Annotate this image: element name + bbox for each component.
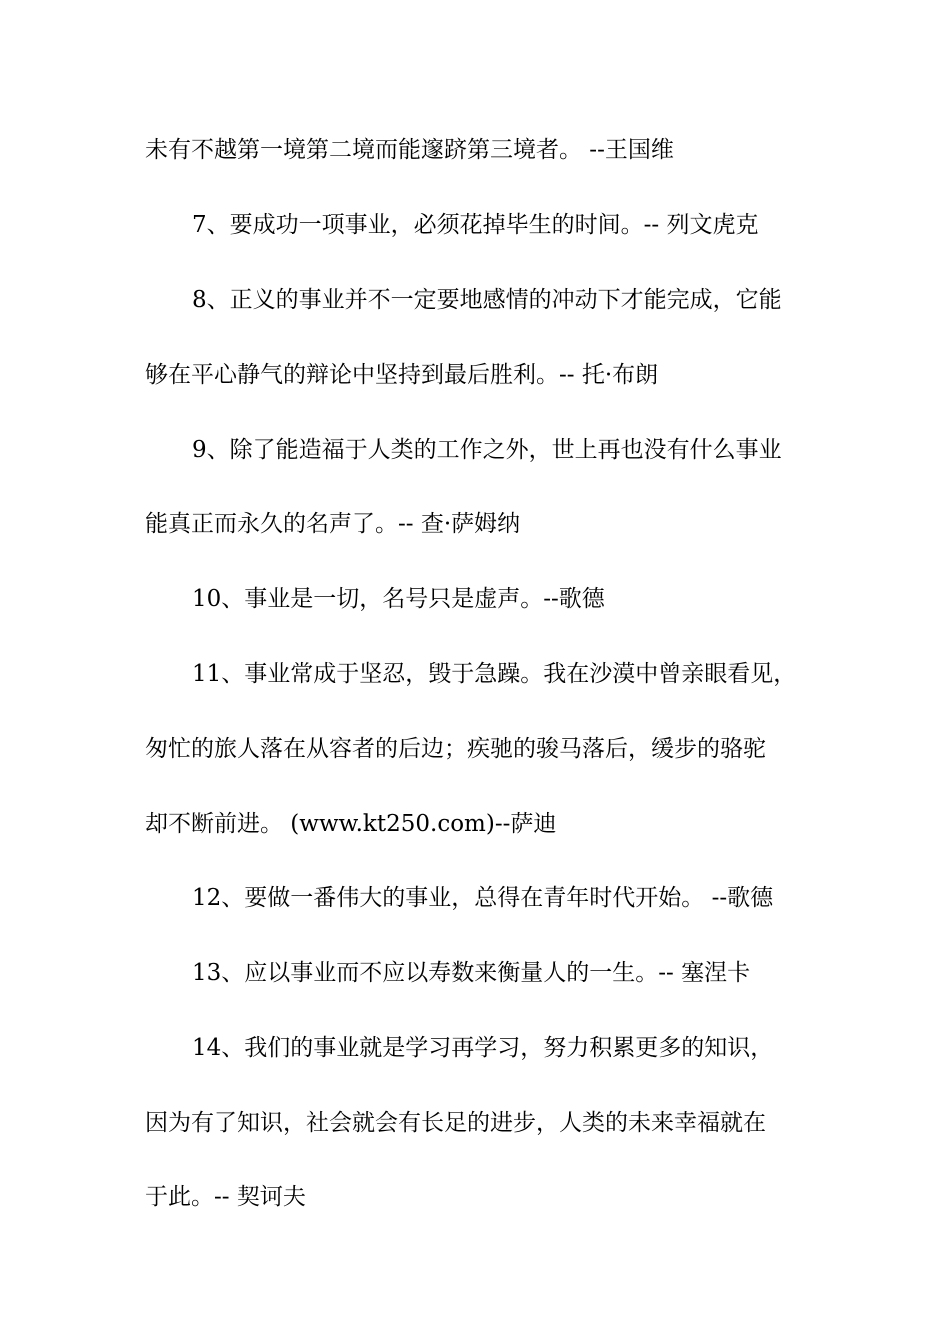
text-line: 于此。-- 契诃夫 [145, 1184, 306, 1210]
text-line: 9、除了能造福于人类的工作之外，世上再也没有什么事业 [192, 437, 782, 463]
text-line: 7、要成功一项事业，必须花掉毕生的时间。-- 列文虎克 [192, 212, 759, 238]
text-line: 14、我们的事业就是学习再学习，努力积累更多的知识， [192, 1035, 774, 1061]
text-line: 匆忙的旅人落在从容者的后边；疾驰的骏马落后，缓步的骆驼 [145, 736, 766, 762]
text-line: 因为有了知识，社会就会有长足的进步，人类的未来幸福就在 [145, 1110, 766, 1136]
text-line: 8、正义的事业并不一定要地感情的冲动下才能完成，它能 [192, 287, 782, 313]
text-line: 11、事业常成于坚忍，毁于急躁。我在沙漠中曾亲眼看见， [192, 661, 797, 687]
text-line: 12、要做一番伟大的事业，总得在青年时代开始。 --歌德 [192, 885, 774, 911]
text-line: 13、应以事业而不应以寿数来衡量人的一生。-- 塞涅卡 [192, 960, 751, 986]
text-line: 够在平心静气的辩论中坚持到最后胜利。-- 托·布朗 [145, 362, 659, 388]
text-line: 能真正而永久的名声了。-- 查·萨姆纳 [145, 511, 521, 537]
text-line: 未有不越第一境第二境而能邃跻第三境者。 --王国维 [145, 137, 674, 163]
text-line: 10、事业是一切，名号只是虚声。--歌德 [192, 586, 605, 612]
text-line: 却不断前进。 (www.kt250.com)--萨迪 [145, 811, 557, 837]
